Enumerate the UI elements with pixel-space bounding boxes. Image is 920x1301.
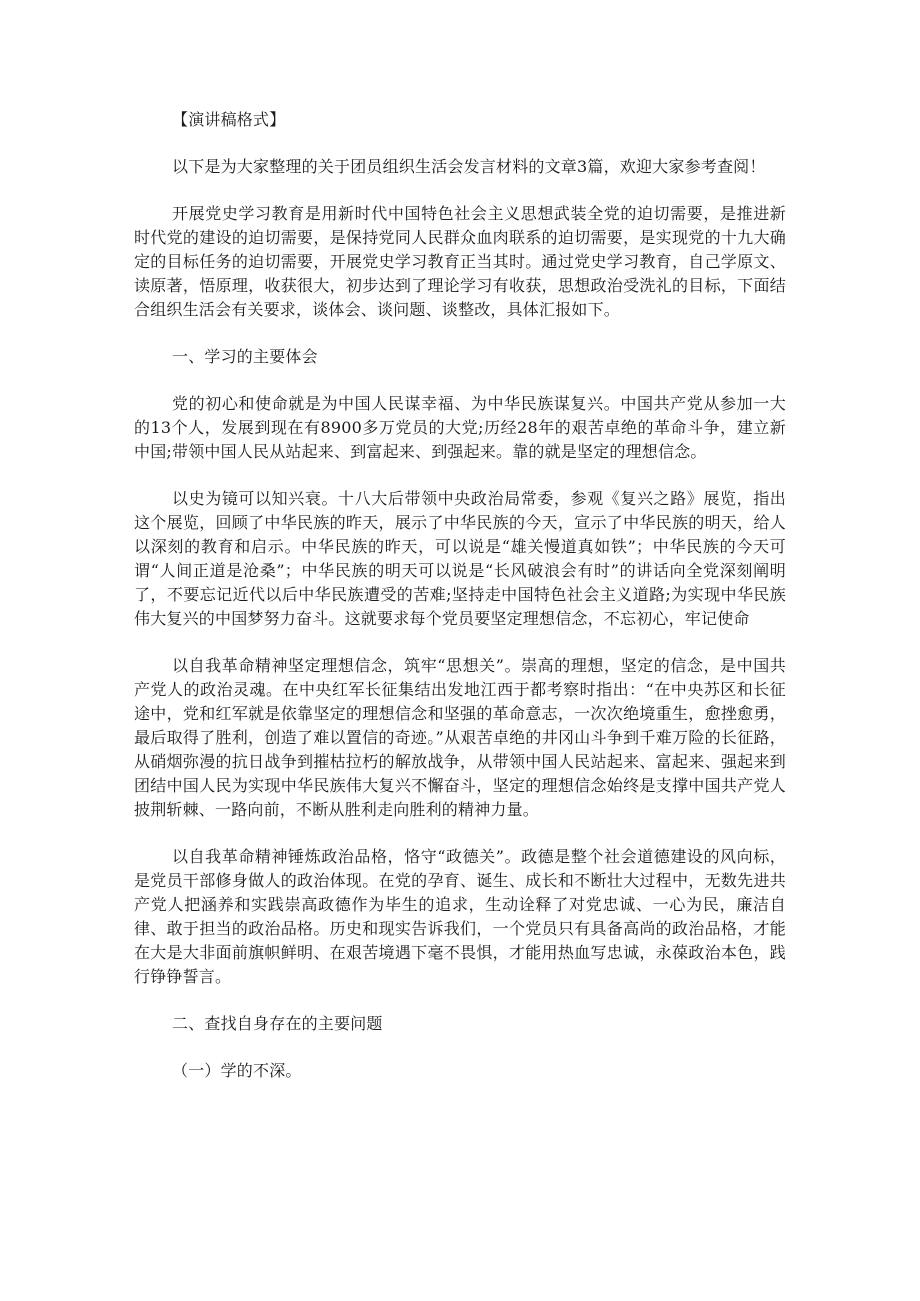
intro-paragraph: 以下是为大家整理的关于团员组织生活会发言材料的文章3篇，欢迎大家参考查阅！ <box>172 157 766 176</box>
section-heading-problems: 二、查找自身存在的主要问题 <box>172 1014 383 1033</box>
format-label: 【演讲稿格式】 <box>172 110 286 129</box>
paragraph-party-history-education: 开展党史学习教育是用新时代中国特色社会主义思想武装全党的迫切需要，是推进新时代党的建设的迫切需要，是保持党同人民群众血肉联系的迫切需要，是实现党的十九大确定的目标任务的迫切需要，开展党史学习教育正当其时。通过党史学习教育，自己学原文、读原著，悟原理，收获很大，初步达到了理论学习有收获，思想政治受洗礼的目标，下面结合组织生活会有关要求，谈体会、谈问题、谈整改，具体汇报如下。 <box>134 204 786 319</box>
paragraph-original-mission: 党的初心和使命就是为中国人民谋幸福、为中华民族谋复兴。中国共产党从参加一大的13个人，发展到现在有8900多万党员的大党;历经28年的艰苦卓绝的革命斗争，建立新中国;带领中国人民从站起来、到富起来、到强起来。靠的就是坚定的理想信念。 <box>134 394 786 461</box>
section-heading-learning: 一、学习的主要体会 <box>172 347 318 366</box>
paragraph-ideals-beliefs: 以自我革命精神坚定理想信念，筑牢“思想关”。崇高的理想，坚定的信念，是中国共产党人的政治灵魂。在中央红军长征集结出发地江西于都考察时指出：“在中央苏区和长征途中，党和红军就是依靠坚定的理想信念和坚强的革命意志，一次次绝境重生，愈挫愈勇，最后取得了胜利，创造了难以置信的奇迹。”从艰苦卓绝的井冈山斗争到千难万险的长征路，从硝烟弥漫的抗日战争到摧枯拉朽的解放战争，从带领中国人民站起来、富起来、强起来到团结中国人民为实现中华民族伟大复兴不懈奋斗，坚定的理想信念始终是支撑中国共产党人披荆斩棘、一路向前，不断从胜利走向胜利的精神力量。 <box>134 656 786 819</box>
document-body <box>134 108 786 1083</box>
paragraph-history-mirror: 以史为镜可以知兴衰。十八大后带领中央政治局常委，参观《复兴之路》展览，指出这个展览，回顾了中华民族的昨天，展示了中华民族的今天，宣示了中华民族的明天，给人以深刻的教育和启示。中华民族的昨天，可以说是“雄关慢道真如铁”；中华民族的今天可谓“人间正道是沧桑”；中华民族的明天可以说是“长风破浪会有时”的讲话向全党深刻阐明了，不要忘记近代以后中华民族遭受的苦难;坚持走中国特色社会主义道路;为实现中华民族伟大复兴的中国梦努力奋斗。这就要求每个党员要坚定理想信念，不忘初心，牢记使命 <box>134 489 786 628</box>
subsection-heading-study: （一）学的不深。 <box>172 1061 302 1080</box>
paragraph-political-character: 以自我革命精神锤炼政治品格，恪守“政德关”。政德是整个社会道德建设的风向标，是党员干部修身做人的政治体现。在党的孕育、诞生、成长和不断壮大过程中，无数先进共产党人把涵养和实践崇高政德作为毕生的追求，生动诠释了对党忠诚、一心为民，廉洁自律、敢于担当的政治品格。历史和现实告诉我们，一个党员只有具备高尚的政治品格，才能在大是大非面前旗帜鲜明、在艰苦境遇下毫不畏惧，才能用热血写忠诚，永葆政治本色，践行铮铮誓言。 <box>134 847 786 986</box>
